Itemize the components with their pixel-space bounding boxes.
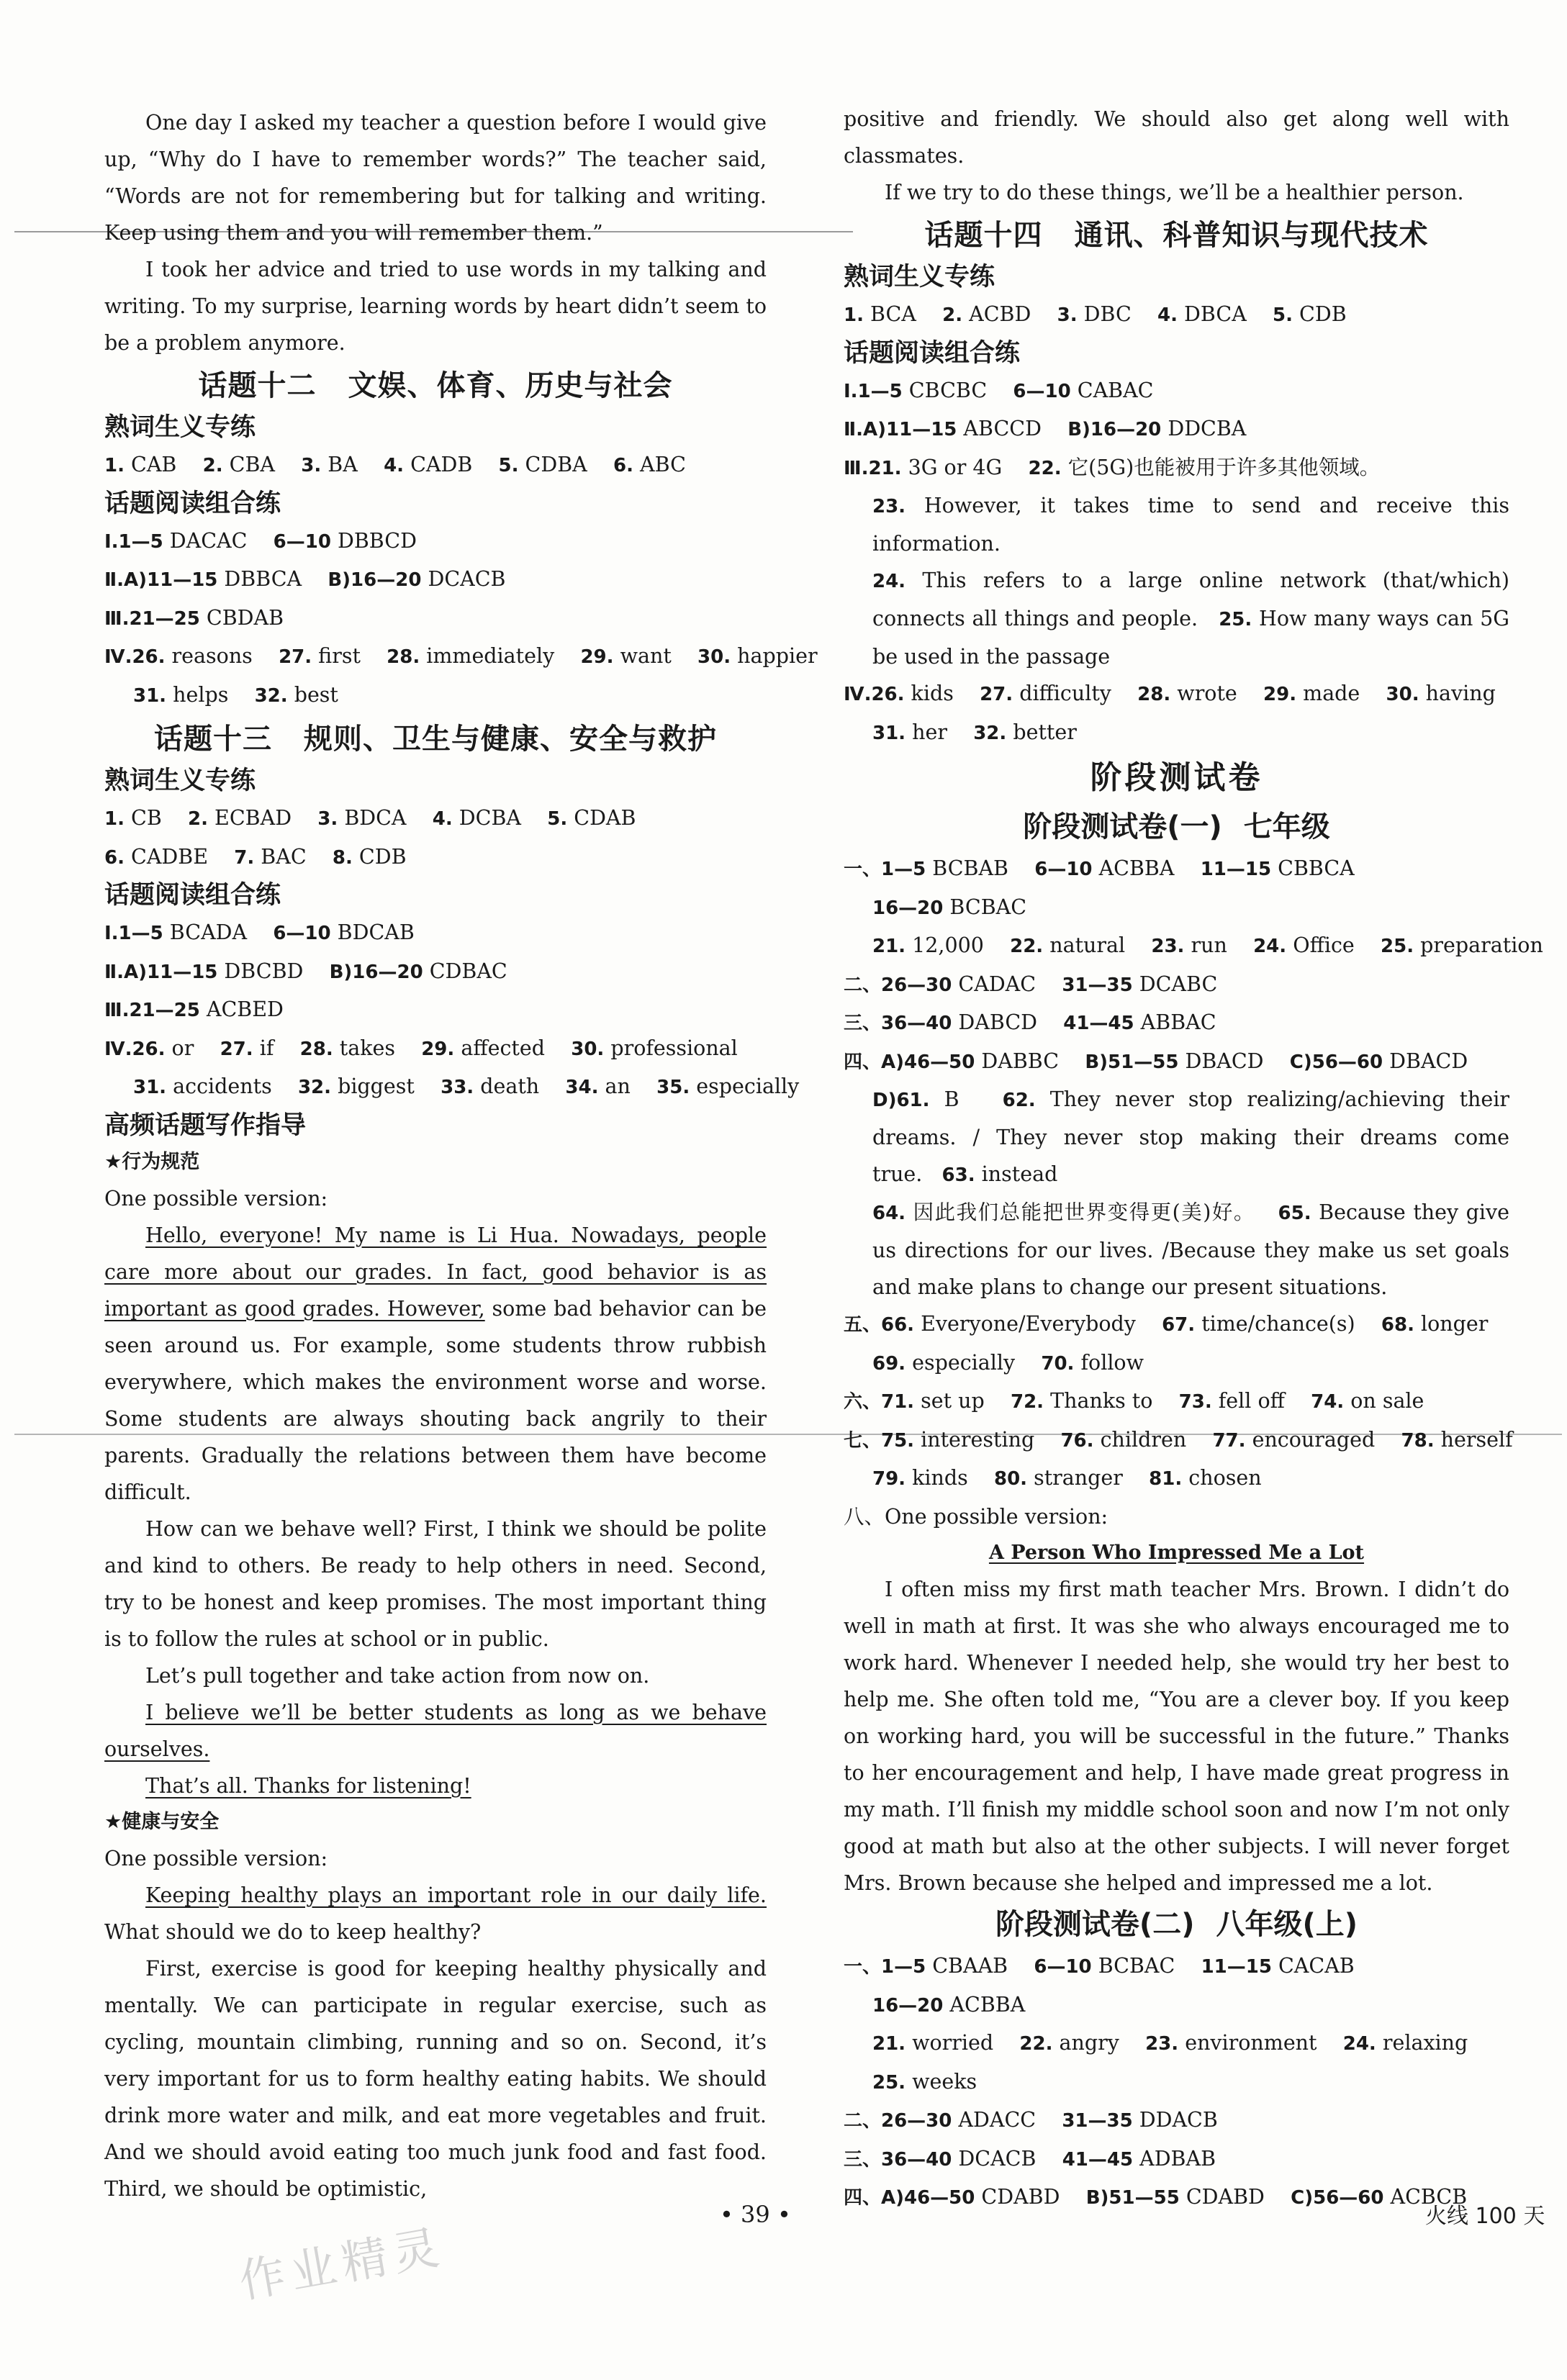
answer-number: 5.	[547, 808, 568, 830]
answer-number: Ⅲ.21—25	[104, 607, 200, 630]
answer-number: 73.	[1178, 1391, 1212, 1413]
answer-text: CDABD	[975, 2185, 1060, 2209]
answer-number: 67.	[1162, 1314, 1196, 1336]
answer-number: 35.	[656, 1077, 690, 1098]
essay-paragraph: That’s all. Thanks for listening!	[145, 1773, 471, 1798]
answer-text: CADBE	[124, 844, 209, 869]
answer-text: CACAB	[1271, 1954, 1355, 1978]
answer-text: CDB	[1293, 302, 1347, 326]
book-footer: 火线 100 天	[1425, 2204, 1545, 2229]
section-heading: 话题阅读组合练	[844, 338, 1021, 368]
answer-line	[844, 1947, 1509, 1986]
answer-text: DBC	[1077, 302, 1132, 326]
answer-text: want	[613, 644, 672, 668]
answer-line	[844, 927, 1543, 966]
answer-text: ADACC	[952, 2108, 1037, 2132]
answer-number: 3.	[1057, 304, 1078, 326]
answer-line	[844, 2178, 1509, 2217]
answer-text: ACBED	[199, 997, 284, 1021]
answer-text: relaxing	[1376, 2031, 1468, 2055]
answer-number: 27.	[220, 1038, 253, 1060]
answer-number: Ⅳ.26.	[104, 1038, 166, 1060]
answer-number: 4.	[432, 808, 453, 830]
answer-text: death	[474, 1074, 540, 1098]
answer-text: environment	[1178, 2031, 1317, 2055]
answer-text: BCBAC	[943, 895, 1027, 919]
answer-number: 32.	[973, 722, 1007, 744]
answer-number: 22.	[1019, 2033, 1053, 2055]
answer-text: CABAC	[1070, 378, 1154, 402]
answer-text: interesting	[914, 1427, 1035, 1452]
answer-line	[104, 599, 767, 638]
answer-text: BCBAC	[1091, 1954, 1175, 1978]
answer-text: CADAC	[952, 972, 1037, 996]
answer-number: 29.	[421, 1038, 455, 1060]
answer-text: BCADA	[163, 920, 248, 944]
answer-line	[104, 446, 767, 485]
answer-line	[844, 449, 1509, 488]
answer-number: Ⅲ.21.	[844, 457, 902, 479]
answer-text: ABBAC	[1134, 1010, 1216, 1034]
left-column	[104, 104, 818, 2207]
answer-line	[104, 800, 767, 838]
answer-text: takes	[333, 1036, 395, 1060]
answer-number: 28.	[1137, 684, 1171, 705]
answer-number: 41—45	[1063, 1013, 1134, 1034]
version-label: 八、One possible version:	[844, 1504, 1108, 1529]
answer-text: set up	[914, 1389, 985, 1413]
answer-text: DABBC	[975, 1049, 1060, 1073]
answer-line	[844, 889, 1509, 928]
answer-text: especially	[906, 1350, 1016, 1375]
intro-paragraph: I took her advice and tried to use words in my talking and writing. To my surprise, learning words by heart didn’t seem to be a problem anymore.	[104, 258, 767, 355]
answer-text: difficulty	[1013, 682, 1111, 705]
answer-text: worried	[906, 2031, 994, 2055]
answer-number: Ⅳ.26.	[104, 646, 166, 668]
answer-number: 22.	[1028, 457, 1062, 479]
answer-number: 25.	[1381, 936, 1414, 957]
answer-text: weeks	[906, 2069, 977, 2094]
answer-number: 27.	[279, 646, 312, 668]
answer-number: Ⅳ.26.	[844, 684, 905, 705]
answer-text: kinds	[906, 1466, 968, 1490]
essay-paragraph: How can we behave well? First, I think we should be polite and kind to others. Be ready to help others in need. Second, try to be honest and keep promises. The most important thing is to follow the rules at school or in public.	[104, 1516, 767, 1651]
answer-text: ACBD	[962, 302, 1031, 326]
answer-text: follow	[1074, 1350, 1144, 1375]
answer-text: chosen	[1182, 1466, 1262, 1490]
answer-text: CDBA	[518, 453, 587, 476]
answer-line	[844, 372, 1509, 411]
answer-text: DDACB	[1132, 2108, 1218, 2132]
essay-paragraph: Hello, everyone! My name is Li Hua. Nowadays, people care more about our grades. In fact, good behavior is as important as good grades. However, some bad behavior can be seen around us. For example, some students throw rubbish everywhere, which makes the environment worse and worse. Some students are always shouting back angrily to their parents. Gradually the relations between them have become difficult.	[104, 1223, 767, 1504]
answer-text: BCA	[863, 302, 916, 326]
answer-number: B)16—20	[1067, 419, 1162, 440]
answer-number: C)56—60	[1291, 2187, 1384, 2209]
answer-line	[844, 410, 1509, 449]
answer-text: BAC	[254, 844, 307, 869]
answer-number: Ⅰ.1—5	[104, 530, 163, 553]
answer-number: 21.	[872, 2033, 906, 2055]
answer-line	[844, 714, 1509, 753]
composition-title: A Person Who Impressed Me a Lot	[988, 1542, 1365, 1564]
answer-number: B)51—55	[1085, 2187, 1180, 2209]
answer-text: Everyone/Everybody	[914, 1312, 1136, 1336]
answer-line	[104, 838, 767, 877]
answer-line	[844, 1460, 1509, 1498]
answer-text: CB	[124, 806, 162, 830]
answer-number: 5.	[498, 455, 519, 476]
answer-text: BA	[321, 453, 358, 476]
answer-number: 41—45	[1062, 2148, 1134, 2171]
answer-line	[844, 1306, 1509, 1344]
answer-text: DCBA	[452, 806, 521, 830]
answer-line	[844, 2063, 1509, 2102]
section-heading: 熟词生义专练	[104, 413, 256, 442]
answer-text: DBCBD	[217, 959, 304, 983]
answer-number: 31.	[133, 1077, 167, 1098]
answer-text: DBBCD	[330, 528, 417, 553]
answer-number: 3.	[317, 808, 338, 830]
writing-guide-heading: 高频话题写作指导	[104, 1110, 307, 1140]
answer-number: Ⅱ.A)11—15	[844, 419, 957, 440]
answer-text: ABC	[633, 453, 686, 476]
answer-line	[844, 2101, 1509, 2140]
answer-line	[104, 914, 767, 953]
version-label: One possible version:	[104, 1846, 328, 1870]
answer-line	[104, 638, 818, 677]
topic-13-heading: 话题十三 规则、卫生与健康、安全与救护	[154, 723, 717, 756]
answer-number: 6—10	[1013, 380, 1071, 402]
answer-number: 21.	[872, 936, 906, 957]
answer-number: 6—10	[1034, 859, 1093, 880]
answer-text: especially	[690, 1074, 800, 1098]
answer-text: CDAB	[567, 806, 636, 830]
answer-text: longer	[1414, 1312, 1489, 1336]
answer-text: first	[312, 644, 361, 668]
answer-number: 31.	[133, 684, 167, 707]
answer-number: 72.	[1010, 1391, 1044, 1413]
answer-number: 23.	[1145, 2033, 1179, 2055]
answer-text: DBCA	[1178, 302, 1247, 326]
answer-number: 23.	[1151, 936, 1185, 957]
essay-paragraph: I often miss my first math teacher Mrs. Brown. I didn’t do well in math at first. It was she who always encouraged me to work hard. Whenever I needed help, she would try her best to help me. She often told me, “You are a clever boy. If you keep on working hard, you will be successful in the future.” Thanks to her encouragement and help, I have made great progress in my math. I’ll finish my middle school soon and now I’m not only good at math but also at the other subjects. I will never forget Mrs. Brown because she helped and impressed me a lot.	[844, 1578, 1509, 1895]
answer-text: angry	[1052, 2031, 1119, 2055]
answer-number: 29.	[1263, 684, 1297, 705]
answer-text: BDCA	[338, 806, 407, 830]
answer-line	[104, 677, 767, 715]
essay-paragraph: I believe we’ll be better students as long as we behave ourselves.	[104, 1700, 767, 1761]
answer-text: CBCBC	[902, 378, 988, 402]
answer-text: Office	[1286, 933, 1355, 957]
answer-line	[844, 1421, 1513, 1460]
answer-number: 1.	[104, 455, 125, 476]
page-number: • 39 •	[720, 2201, 791, 2228]
answer-text: made	[1296, 682, 1360, 705]
answer-line	[844, 2024, 1509, 2063]
answer-number: 7.	[234, 846, 255, 869]
answer-number: 30.	[1386, 684, 1419, 705]
section-heading: 话题阅读组合练	[104, 881, 281, 910]
answer-text: ACBBA	[1092, 856, 1175, 880]
answer-text: helps	[166, 682, 229, 707]
answer-number: Ⅰ.1—5	[844, 380, 903, 402]
answer-text: DBBCA	[217, 567, 302, 591]
answer-text: or	[165, 1036, 194, 1060]
answer-number: 24.	[1342, 2033, 1376, 2055]
answer-number: 69.	[872, 1352, 906, 1375]
answer-text: BCBAB	[926, 856, 1008, 880]
answer-text: run	[1184, 933, 1227, 957]
answer-text: CAB	[124, 453, 177, 476]
answer-number: 6—10	[273, 923, 331, 944]
answer-text: Thanks to	[1044, 1389, 1153, 1413]
answer-text: professional	[604, 1036, 738, 1060]
answer-number: 31—35	[1062, 2110, 1133, 2132]
answer-text: an	[598, 1074, 631, 1098]
answer-text: BDCAB	[330, 920, 415, 944]
answer-text: ADBAB	[1133, 2146, 1216, 2171]
answer-number: 30.	[697, 646, 731, 668]
answer-number: 31—35	[1062, 974, 1133, 996]
answer-number: 31.	[872, 722, 906, 744]
watermark: 作业精灵	[235, 2220, 449, 2309]
answer-number: 四、A)46—50	[844, 1051, 975, 1073]
answer-text: kids	[904, 682, 954, 705]
answer-number: 79.	[872, 1468, 906, 1490]
answer-text: accidents	[166, 1074, 272, 1098]
answer-text: DCACB	[421, 567, 506, 591]
essay-paragraph: Let’s pull together and take action from now on.	[145, 1663, 650, 1688]
answer-text: DDCBA	[1161, 417, 1247, 440]
answer-number: Ⅲ.21—25	[104, 1000, 200, 1021]
answer-text: having	[1419, 682, 1496, 705]
answer-text: preparation	[1414, 933, 1543, 957]
answer-paragraph: 24. This refers to a large online network (that/which) connects all things and people. 25. How many ways can 5G be used in the passage	[872, 569, 1510, 669]
answer-text: fell off	[1211, 1389, 1285, 1413]
writing-subheading: ★行为规范	[104, 1150, 200, 1173]
answer-text: encouraged	[1245, 1427, 1376, 1452]
answer-number: 32.	[254, 684, 288, 707]
answer-number: 78.	[1401, 1429, 1435, 1452]
topic-14-heading: 话题十四 通讯、科普知识与现代技术	[924, 219, 1429, 252]
answer-text: if	[253, 1036, 274, 1060]
answer-paragraph: 23. However, it takes time to send and receive this information.	[872, 494, 1509, 556]
test-1-title: 阶段测试卷(一) 七年级	[1023, 810, 1330, 843]
answer-number: B)51—55	[1085, 1051, 1179, 1073]
answer-text: DBACD	[1178, 1049, 1264, 1073]
answer-number: 一、1—5	[844, 859, 926, 880]
answer-number: 3.	[301, 455, 322, 476]
answer-number: 81.	[1149, 1468, 1183, 1490]
answer-number: 三、36—40	[844, 1013, 952, 1034]
answer-number: 6.	[104, 846, 125, 869]
answer-number: 二、26—30	[844, 2110, 952, 2132]
answer-number: 2.	[188, 808, 208, 830]
intro-paragraph: One day I asked my teacher a question before I would give up, “Why do I have to remember words?” The teacher said, “Words are not for remembering but for talking and writing. Keep using them and you will remember them.”	[104, 111, 767, 245]
answer-text: herself	[1434, 1427, 1513, 1452]
answer-text: CBA	[222, 453, 275, 476]
section-heading: 话题阅读组合练	[104, 489, 281, 518]
answer-line	[844, 2140, 1509, 2179]
topic-12-heading: 话题十二 文娱、体育、历史与社会	[198, 369, 673, 402]
writing-subheading: ★健康与安全	[104, 1810, 220, 1833]
answer-number: 16—20	[872, 1994, 944, 2017]
answer-line	[844, 1043, 1509, 1082]
answer-number: 1.	[104, 808, 125, 830]
answer-number: Ⅱ.A)11—15	[104, 569, 218, 591]
answer-text: reasons	[165, 644, 253, 668]
answer-number: 70.	[1041, 1352, 1075, 1375]
answer-number: 一、1—5	[844, 1956, 926, 1978]
answer-number: 六、71.	[844, 1391, 915, 1413]
answer-line	[844, 1004, 1509, 1043]
answer-text: CBBCA	[1271, 856, 1355, 880]
answer-line	[104, 1068, 800, 1107]
answer-number: Ⅰ.1—5	[104, 923, 163, 944]
answer-line	[844, 1986, 1509, 2025]
answer-text: CDB	[352, 844, 407, 869]
answer-number: 8.	[332, 846, 353, 869]
essay-paragraph: First, exercise is good for keeping healthy physically and mentally. We can participate in regular exercise, such as cycling, mountain climbing, running and so on. Second, it’s very important for us to form healthy eating habits. We should drink more water and milk, and eat more vegetables and fruit. And we should avoid eating too much junk food and fast food. Third, we should be optimistic,	[104, 1956, 767, 2201]
answer-text: best	[287, 682, 338, 707]
answer-text: natural	[1043, 933, 1126, 957]
answer-number: 80.	[993, 1468, 1028, 1490]
answer-number: 1.	[844, 304, 864, 326]
answer-number: 5.	[1273, 304, 1293, 326]
answer-text: stranger	[1027, 1466, 1123, 1490]
answer-text: biggest	[331, 1074, 415, 1098]
answer-number: 三、36—40	[844, 2148, 952, 2171]
answer-paragraph: 64. 因此我们总能把世界变得更(美)好。 65. Because they give us directions for our lives. /Because they make us set goals and make plans to change our present situations.	[872, 1200, 1509, 1299]
answer-text: her	[906, 720, 947, 744]
answer-number: 24.	[1253, 936, 1287, 957]
answer-text: DCACB	[952, 2146, 1037, 2171]
answer-number: 74.	[1311, 1391, 1345, 1413]
answer-text: ACBBA	[943, 1992, 1026, 2017]
answer-number: 11—15	[1201, 1956, 1272, 1978]
answer-text: affected	[454, 1036, 545, 1060]
answer-number: 2.	[202, 455, 223, 476]
answer-number: B)16—20	[328, 569, 422, 591]
answer-line	[104, 991, 767, 1030]
answer-line	[844, 966, 1509, 1005]
answer-paragraph: D)61. B 62. They never stop realizing/achieving their dreams. / They never stop making their dreams come true. 63. instead	[872, 1087, 1509, 1186]
answer-number: 6—10	[1034, 1956, 1092, 1978]
answer-number: 二、26—30	[844, 974, 952, 996]
stage-test-heading: 阶段测试卷	[1090, 759, 1263, 796]
answer-text: DCABC	[1132, 972, 1218, 996]
answer-number: 33.	[441, 1077, 474, 1098]
answer-number: B)16—20	[329, 961, 423, 983]
answer-number: C)56—60	[1289, 1051, 1383, 1073]
answer-text: CADB	[404, 453, 473, 476]
answer-number: 28.	[387, 646, 420, 668]
answer-number: 32.	[297, 1077, 332, 1098]
answer-number: 6—10	[273, 530, 331, 553]
answer-number: 2.	[942, 304, 963, 326]
answer-text: better	[1006, 720, 1077, 744]
answer-text: ECBAD	[208, 806, 292, 830]
answer-number: Ⅱ.A)11—15	[104, 961, 218, 983]
answer-line	[844, 296, 1509, 335]
answer-text: time/chance(s)	[1195, 1312, 1355, 1336]
answer-text: DABCD	[952, 1010, 1037, 1034]
version-label: One possible version:	[104, 1186, 328, 1211]
answer-number: 29.	[580, 646, 614, 668]
answer-text: children	[1093, 1427, 1187, 1452]
answer-text: CDBAC	[423, 959, 507, 983]
answer-text: ABCCD	[957, 417, 1042, 440]
answer-number: 22.	[1010, 936, 1044, 957]
test-2-title: 阶段测试卷(二) 八年级(上)	[995, 1908, 1358, 1941]
answer-text: immediately	[420, 644, 555, 668]
answer-number: 34.	[565, 1077, 599, 1098]
answer-number: 七、75.	[844, 1429, 915, 1452]
answer-number: 6.	[613, 455, 633, 476]
answer-line	[104, 561, 767, 599]
answer-text: DACAC	[163, 528, 248, 553]
answer-text: CBDAB	[199, 605, 284, 630]
answer-line	[844, 675, 1509, 714]
answer-text: 12,000	[906, 933, 984, 957]
answer-number: 四、A)46—50	[844, 2187, 975, 2209]
answer-text: 它(5G)也能被用于许多其他领域。	[1061, 455, 1381, 479]
answer-number: 4.	[1157, 304, 1178, 326]
answer-text: DBACD	[1383, 1049, 1468, 1073]
answer-text: CDABD	[1179, 2185, 1265, 2209]
answer-line	[844, 1344, 1509, 1383]
essay-paragraph: positive and friendly. We should also get along well with classmates.	[844, 107, 1509, 168]
answer-text: ACBCB	[1383, 2185, 1468, 2209]
answer-number: 68.	[1381, 1314, 1414, 1336]
answer-text: 3G or 4G	[901, 455, 1003, 479]
answer-line	[844, 1383, 1509, 1421]
answer-line	[104, 953, 767, 992]
essay-paragraph: Keeping healthy plays an important role in our daily life. What should we do to keep healthy?	[104, 1883, 767, 1944]
answer-number: 25.	[872, 2071, 906, 2094]
answer-number: 五、66.	[844, 1314, 915, 1336]
answer-text: CBAAB	[926, 1954, 1008, 1978]
answer-number: 76.	[1060, 1429, 1094, 1452]
section-heading: 熟词生义专练	[104, 766, 256, 795]
answer-line	[104, 1030, 767, 1069]
answer-number: 30.	[571, 1038, 605, 1060]
answer-number: 4.	[384, 455, 405, 476]
answer-text: happier	[731, 644, 818, 668]
answer-number: 28.	[299, 1038, 333, 1060]
section-heading: 熟词生义专练	[844, 263, 995, 291]
essay-paragraph: If we try to do these things, we’ll be a healthier person.	[885, 181, 1464, 204]
answer-text: on sale	[1344, 1389, 1424, 1413]
answer-text: wrote	[1170, 682, 1237, 705]
answer-number: 16—20	[872, 897, 944, 919]
answer-line	[844, 850, 1509, 889]
answer-number: 11—15	[1200, 859, 1272, 880]
answer-line	[104, 522, 767, 561]
answer-number: 77.	[1212, 1429, 1246, 1452]
answer-number: 27.	[980, 684, 1013, 705]
